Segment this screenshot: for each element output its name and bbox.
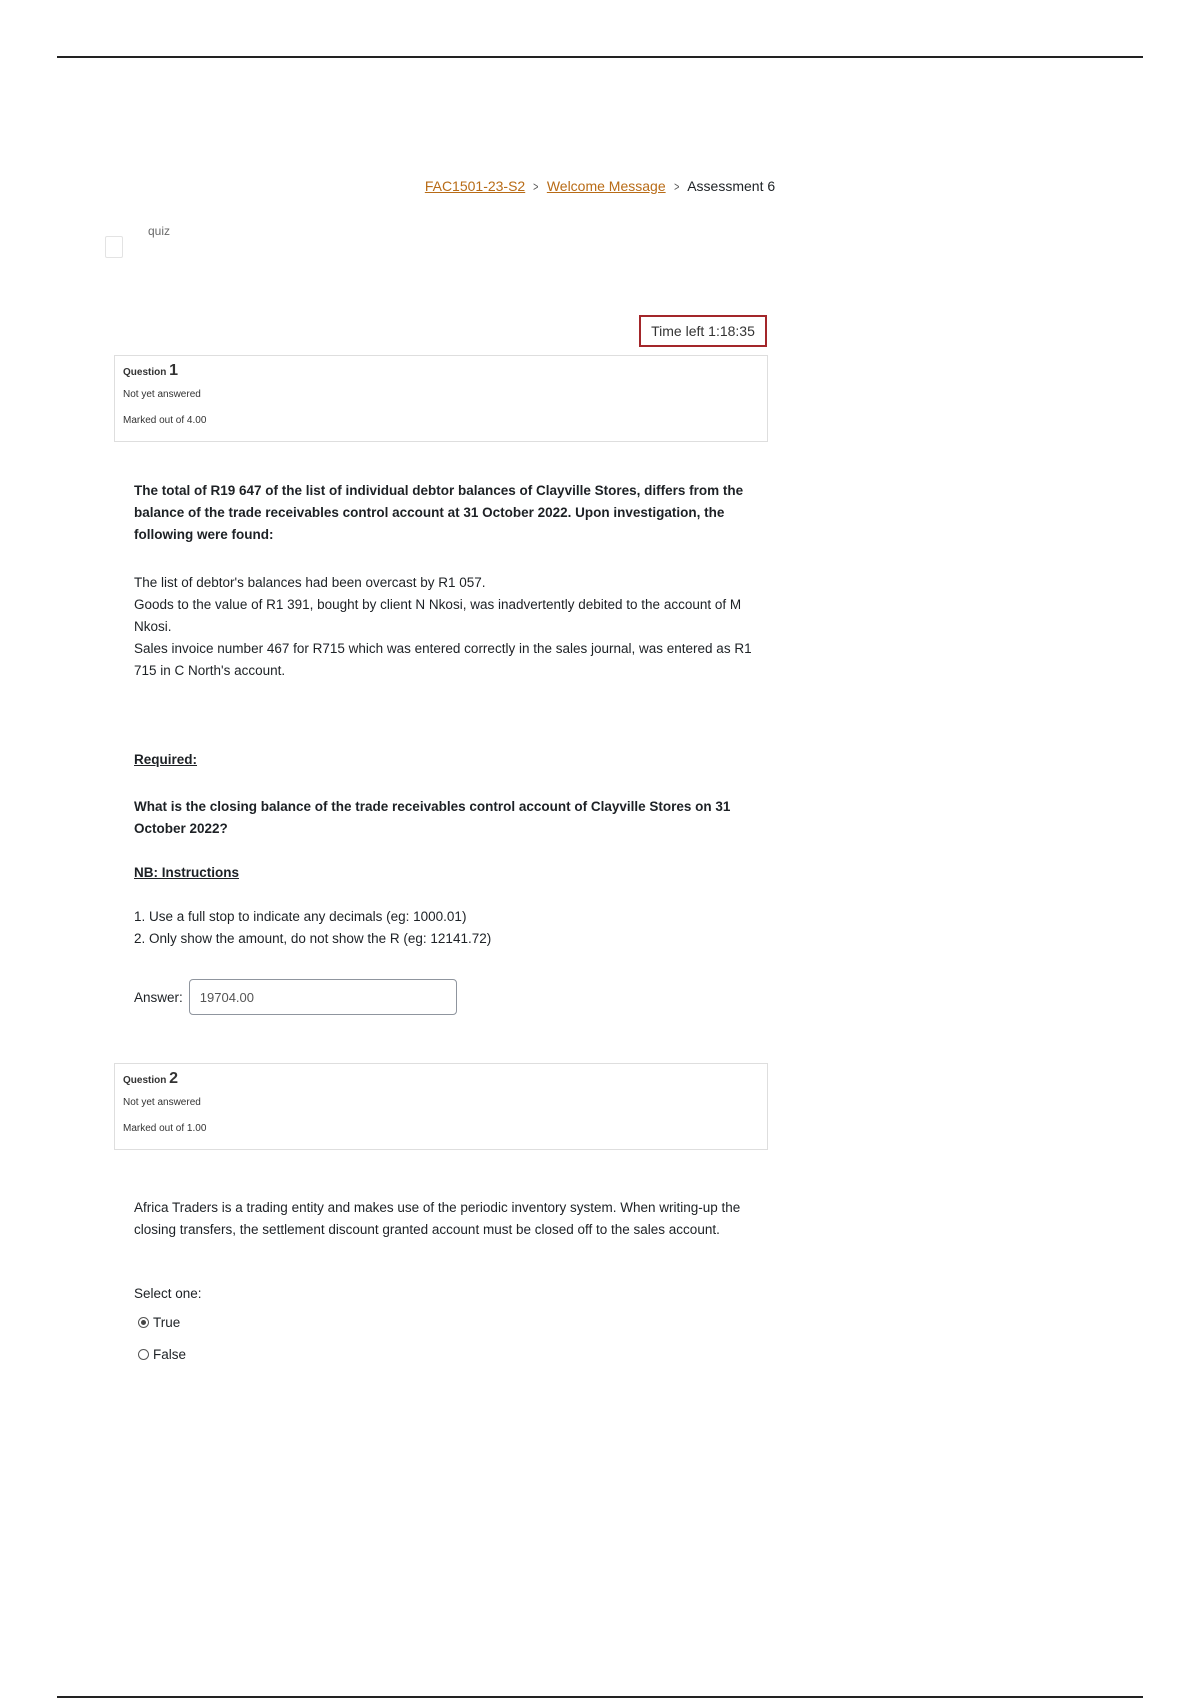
answer-row	[134, 978, 457, 1016]
breadcrumb-course-link[interactable]: FAC1501-23-S2	[424, 178, 526, 194]
required-question	[134, 796, 754, 840]
question-number: 2	[169, 1070, 179, 1087]
question-2-info	[114, 1063, 768, 1150]
question-grade: Marked out of 4.00	[123, 415, 207, 426]
page-bottom-rule	[57, 1696, 1143, 1698]
page-top-rule	[57, 56, 1143, 58]
radio-checked-icon[interactable]	[138, 1317, 149, 1328]
answer-input[interactable]	[189, 979, 457, 1015]
question-2-text	[134, 1197, 754, 1241]
required-heading-text: Required:	[134, 752, 198, 767]
question-prefix: Question	[123, 367, 167, 378]
radio-unchecked-icon[interactable]	[138, 1349, 149, 1360]
question-1-findings	[134, 572, 754, 682]
question-2-body: Africa Traders is a trading entity and makes use of the periodic inventory system. When writing-up the closing transfers, the settlement discount granted account must be closed off to the sales account.	[134, 1200, 741, 1237]
question-1-intro	[134, 480, 754, 546]
breadcrumb-current: Assessment 6	[687, 178, 776, 194]
required-heading	[134, 749, 754, 771]
question-intro-text: The total of R19 647 of the list of individual debtor balances of Clayville Stores, differs from the balance of the trade receivables control account at 31 October 2022. Upon investigation, the following were found:	[134, 483, 744, 542]
instructions-list	[134, 906, 754, 950]
question-state: Not yet answered	[123, 389, 201, 400]
chevron-right-icon: >	[533, 179, 539, 194]
activity-type-label: quiz	[148, 224, 171, 238]
quiz-icon	[105, 236, 123, 258]
option-false[interactable]	[138, 1347, 186, 1362]
option-label: True	[153, 1315, 181, 1330]
finding-item: Sales invoice number 467 for R715 which was entered correctly in the sales journal, was entered as R1 715 in C North's account.	[134, 641, 752, 678]
instruction-item: 2. Only show the amount, do not show the R (eg: 12141.72)	[134, 931, 492, 946]
breadcrumb	[0, 178, 1200, 194]
finding-item: Goods to the value of R1 391, bought by client N Nkosi, was inadvertently debited to the account of M Nkosi.	[134, 597, 742, 634]
breadcrumb-section-link[interactable]: Welcome Message	[546, 178, 666, 194]
required-question-text: What is the closing balance of the trade receivables control account of Clayville Stores on 31 October 2022?	[134, 799, 731, 836]
instructions-heading-text: NB: Instructions	[134, 865, 240, 880]
answer-label: Answer:	[134, 989, 183, 1005]
question-number: 1	[169, 362, 179, 379]
instructions-heading	[134, 862, 754, 884]
select-one-label: Select one:	[134, 1286, 202, 1301]
option-true[interactable]	[138, 1315, 180, 1330]
chevron-right-icon: >	[673, 179, 680, 194]
question-prefix: Question	[123, 1075, 167, 1086]
time-left-timer: Time left 1:18:35	[639, 315, 767, 347]
question-number-line	[123, 1070, 759, 1094]
finding-item: The list of debtor's balances had been overcast by R1 057.	[134, 575, 486, 590]
option-label: False	[153, 1347, 187, 1362]
question-state: Not yet answered	[123, 1097, 201, 1108]
question-grade: Marked out of 1.00	[123, 1123, 207, 1134]
question-1-info	[114, 355, 768, 442]
question-number-line	[123, 362, 759, 386]
instruction-item: 1. Use a full stop to indicate any decimals (eg: 1000.01)	[134, 909, 467, 924]
